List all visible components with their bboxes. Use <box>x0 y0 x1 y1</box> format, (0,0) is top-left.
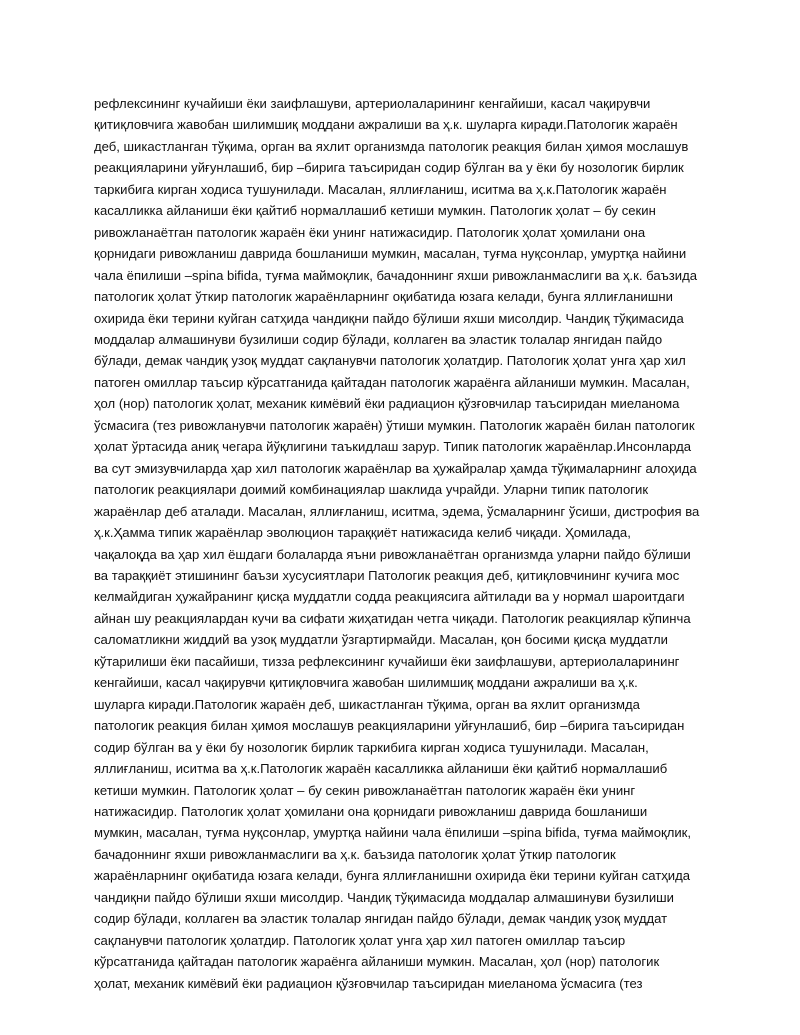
text-line: мумкин, масалан, туғма нуқсонлар, умуртқа найини чала ёпилиши –spina bifida, туғма маймоқлик, <box>94 825 692 841</box>
text-line: бачадоннинг яхши ривожланмаслиги ва ҳ.к. баъзида патологик ҳолат ўткир патологик <box>94 846 616 862</box>
text-line: сақланувчи патологик ҳолатдир. Патологик ҳолат унга ҳар хил патоген омиллар таъсир <box>94 932 626 948</box>
text-line: жараёнлар деб аталади. Масалан, яллиғланиш, иситма, эдема, ўсмаларнинг ўсиши, дистрофия ва <box>94 503 700 519</box>
text-line: кенгайиши, касал чақирувчи қитиқловчига жавобан шилимшиқ моддани ажралиши ва ҳ.к. <box>94 675 638 691</box>
text-line: бўлади, демак чандиқ узоқ муддат сақланувчи патологик ҳолатдир. Патологик ҳолат унга ҳар хил <box>94 353 686 369</box>
text-line: айнан шу реакциялардан кучи ва сифати жиҳатидан четга чиқади. Патологик реакциялар кўпинча <box>94 610 691 626</box>
text-line: ҳолат ўртасида аниқ чегара йўқлигини таъкидлаш зарур. Типик патологик жараёнлар.Инсонларда <box>94 439 692 455</box>
text-line: ривожланаётган патологик жараён ёки унинг натижасидир. Патологик ҳолат ҳомилани она <box>94 224 646 240</box>
text-line: ҳол (нор) патологик ҳолат, механик кимёвий ёки радиацион қўзғовчилар таъсиридан миеланома <box>94 396 680 412</box>
text-line: деб, шикастланган тўқима, орган ва яхлит организмда патологик реакция билан ҳимоя мослашув <box>94 138 689 154</box>
text-line: ҳолат, механик кимёвий ёки радиацион қўзғовчилар таъсиридан миеланома ўсмасига (тез <box>94 975 643 991</box>
text-line: ва тараққиёт этишининг баъзи хусусиятлари Патологик реакция деб, қитиқловчининг кучига мос <box>94 567 680 583</box>
text-line: ва сут эмизувчиларда ҳар хил патологик жараёнлар ва ҳужайралар ҳамда тўқималарнинг алоҳида <box>94 460 697 476</box>
text-line: чақалоқда ва ҳар хил ёшдаги болаларда яъни ривожланаётган организмда уларни пайдо бўлиши <box>94 546 691 562</box>
text-line: чандиқни пайдо бўлиши яхши мисолдир. Чандиқ тўқимасида моддалар алмашинуви бузилиши <box>94 889 674 905</box>
text-line: охирида ёки терини куйган сатҳида чандиқни пайдо бўлиши яхши мисолдир. Чандиқ тўқимасида <box>94 310 684 326</box>
text-line: ҳ.к.Ҳамма типик жараёнлар эволюцион тараққиёт натижасида келиб чиқади. Ҳомилада, <box>94 525 631 541</box>
text-line: содир бўлади, коллаген ва эластик толалар янгидан пайдо бўлади, демак чандиқ узоқ муддат <box>94 911 668 927</box>
text-line: патологик реакциялари доимий комбинациялар шаклида учрайди. Уларни типик патологик <box>94 482 649 498</box>
text-line: патологик реакция билан ҳимоя мослашув реакцияларини уйғунлашиб, бир –бирига таъсиридан <box>94 718 685 734</box>
text-line: кетиши мумкин. Патологик ҳолат – бу секин ривожланаётган патологик жараён ёки унинг <box>94 782 636 798</box>
text-line: яллиғланиш, иситма ва ҳ.к.Патологик жараён касалликка айланиши ёки қайтиб нормаллашиб <box>94 761 668 777</box>
text-line: жараёнларнинг оқибатида юзага келади, бунга яллиғланишни охирида ёки терини куйган сатҳида <box>94 868 691 884</box>
text-line: келмайдиган ҳужайранинг қисқа муддатли содда реакциясига айтилади ва у нормал шароитдаги <box>94 589 685 605</box>
text-line: реакцияларини уйғунлашиб, бир –бирига таъсиридан содир бўлган ва у ёки бу нозологик бирлик <box>94 160 684 176</box>
text-line: таркибига кирган ходиса тушунилади. Масалан, яллиғланиш, иситма ва ҳ.к.Патологик жараён <box>94 181 667 197</box>
text-line: қорнидаги ривожланиш даврида бошланиши мумкин, масалан, туғма нуқсонлар, умуртқа найини <box>94 246 687 262</box>
text-line: патоген омиллар таъсир кўрсатганида қайтадан патологик жараёнга айланиши мумкин. Масалан, <box>94 374 690 390</box>
text-line: моддалар алмашинуви бузилиши содир бўлади, коллаген ва эластик толалар янгидан пайдо <box>94 331 663 347</box>
text-line: кўтарилиши ёки пасайиши, тизза рефлексининг кучайиши ёки заифлашуви, артериолаларининг <box>94 653 680 669</box>
text-line: шуларга киради.Патологик жараён деб, шикастланган тўқима, орган ва яхлит организмда <box>94 696 640 712</box>
text-line: чала ёпилиши –spina bifida, туғма маймоқлик, бачадоннинг яхши ривожланмаслиги ва ҳ.к. баъзида <box>94 267 698 283</box>
text-line: содир бўлган ва у ёки бу нозологик бирлик таркибига кирган ходиса тушунилади. Масалан, <box>94 739 649 755</box>
text-line: қитиқловчига жавобан шилимшиқ моддани ажралиши ва ҳ.к. шуларга киради.Патологик жараён <box>94 117 678 133</box>
text-line: саломатликни жиддий ва узоқ муддатли ўзгартирмайди. Масалан, қон босими қисқа муддатли <box>94 632 668 648</box>
text-line: натижасидир. Патологик ҳолат ҳомилани она қорнидаги ривожланиш даврида бошланиши <box>94 803 648 819</box>
body-text <box>94 93 714 994</box>
text-line: патологик ҳолат ўткир патологик жараёнларнинг оқибатида юзага келади, бунга яллиғланишни <box>94 289 673 305</box>
text-line: кўрсатганида қайтадан патологик жараёнга айланиши мумкин. Масалан, ҳол (нор) патологик <box>94 954 660 970</box>
text-line: рефлексининг кучайиши ёки заифлашуви, артериолаларининг кенгайиши, касал чақирувчи <box>94 96 651 111</box>
text-line: ўсмасига (тез ривожланувчи патологик жараён) ўтиши мумкин. Патологик жараён билан патологик <box>94 417 695 433</box>
text-line: касалликка айланиши ёки қайтиб нормаллашиб кетиши мумкин. Патологик ҳолат – бу секин <box>94 203 656 219</box>
